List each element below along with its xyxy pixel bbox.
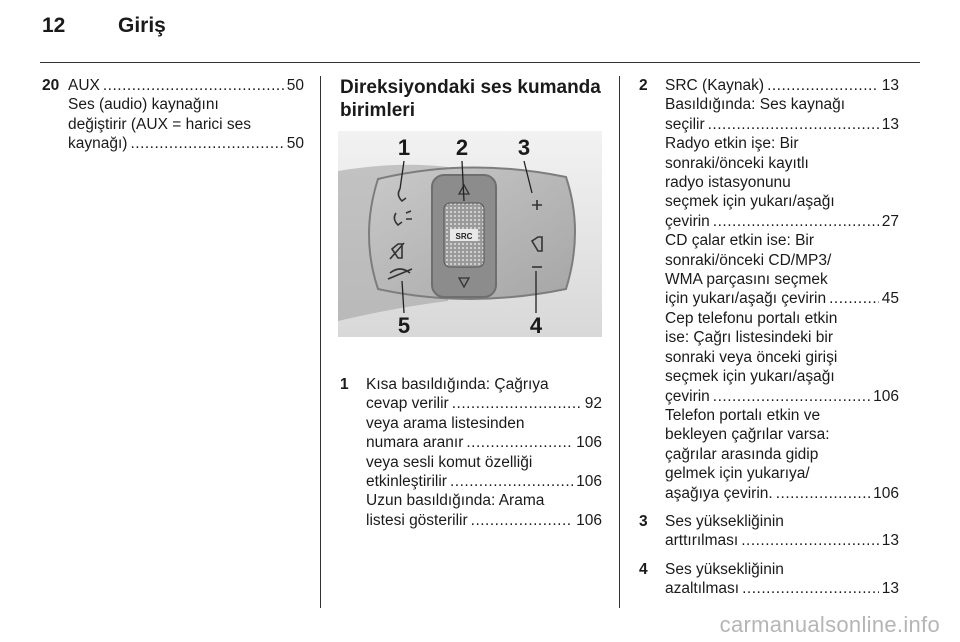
entry-number: 1 bbox=[340, 376, 349, 393]
page-reference: 45 bbox=[881, 290, 899, 308]
entry-text: çevirin bbox=[665, 212, 710, 230]
entry-line bbox=[665, 328, 899, 347]
entry-line bbox=[665, 115, 899, 134]
entry-line bbox=[366, 472, 602, 491]
page-reference: 106 bbox=[873, 387, 899, 405]
entry-text: arttırılması bbox=[665, 532, 739, 550]
middle-entries bbox=[340, 375, 602, 530]
right-column bbox=[639, 76, 899, 599]
entry-text: veya arama listesinden bbox=[366, 414, 525, 432]
page-reference: 106 bbox=[873, 484, 899, 502]
entry-line bbox=[665, 348, 899, 367]
column-divider-2 bbox=[619, 76, 620, 608]
src-label: SRC bbox=[455, 232, 473, 241]
entry-text: çevirin bbox=[665, 387, 710, 405]
entry-line bbox=[665, 154, 899, 173]
callout-5: 5 bbox=[397, 313, 411, 337]
leader-dots bbox=[471, 511, 573, 530]
page-reference: 106 bbox=[576, 473, 602, 491]
page-reference: 13 bbox=[881, 532, 899, 550]
entry-text: kaynağı) bbox=[68, 135, 128, 153]
entry-line bbox=[665, 484, 899, 503]
entry-line bbox=[665, 579, 899, 598]
leader-dots bbox=[452, 394, 582, 413]
entry-line bbox=[665, 445, 899, 464]
entry-line bbox=[665, 560, 899, 579]
entry-text: Uzun basıldığında: Arama bbox=[366, 492, 545, 510]
leader-dots bbox=[829, 289, 879, 308]
entry-text: azaltılması bbox=[665, 580, 740, 598]
leader-dots bbox=[466, 433, 573, 452]
entry-line bbox=[665, 512, 899, 531]
section-title-line1: Direksiyondaki ses kumanda bbox=[340, 77, 601, 98]
entry-line bbox=[665, 425, 899, 444]
entry-text: değiştirir (AUX = harici ses bbox=[68, 115, 252, 133]
entry-text: listesi gösterilir bbox=[366, 511, 468, 529]
leader-dots bbox=[767, 76, 879, 95]
page-title: Giriş bbox=[118, 14, 166, 37]
entry-text: seçilir bbox=[665, 115, 705, 133]
index-entry bbox=[639, 560, 899, 599]
leader-dots bbox=[708, 115, 879, 134]
entry-text: radyo istasyonunu bbox=[665, 174, 791, 192]
index-entry bbox=[42, 76, 304, 154]
page-reference: 106 bbox=[576, 434, 602, 452]
entry-text: Telefon portalı etkin ve bbox=[665, 406, 821, 424]
page-reference: 27 bbox=[881, 212, 899, 230]
entry-line bbox=[665, 134, 899, 153]
entry-number: 4 bbox=[639, 560, 648, 578]
entry-text: cevap verilir bbox=[366, 395, 449, 413]
entry-text: numara aranır bbox=[366, 434, 464, 452]
entry-line bbox=[366, 414, 602, 433]
leader-dots bbox=[776, 484, 870, 503]
entry-text: Ses yüksekliğinin bbox=[665, 512, 784, 530]
page-reference: 92 bbox=[584, 395, 602, 413]
entry-line bbox=[366, 375, 602, 394]
entry-text: Radyo etkin işe: Bir bbox=[665, 135, 799, 153]
entry-line bbox=[68, 134, 304, 153]
entry-text: seçmek için yukarı/aşağı bbox=[665, 193, 835, 211]
entry-text: Ses yüksekliğinin bbox=[665, 560, 784, 578]
callout-2: 2 bbox=[455, 135, 469, 160]
entry-line bbox=[68, 95, 304, 114]
entry-text: sonraki/önceki CD/MP3/ bbox=[665, 251, 832, 269]
entry-text: CD çalar etkin ise: Bir bbox=[665, 232, 815, 250]
entry-line bbox=[665, 289, 899, 308]
entry-line bbox=[68, 76, 304, 95]
entry-line bbox=[665, 367, 899, 386]
entry-text: Basıldığında: Ses kaynağı bbox=[665, 96, 846, 114]
leader-dots bbox=[713, 212, 879, 231]
entry-line bbox=[665, 76, 899, 95]
callout-3: 3 bbox=[517, 135, 531, 160]
entry-line bbox=[665, 309, 899, 328]
entry-line bbox=[665, 173, 899, 192]
entry-text: WMA parçasını seçmek bbox=[665, 271, 828, 289]
callout-4: 4 bbox=[529, 313, 543, 337]
page-reference: 13 bbox=[881, 580, 899, 598]
leader-dots bbox=[450, 472, 573, 491]
entry-line bbox=[665, 212, 899, 231]
entry-line bbox=[665, 464, 899, 483]
entry-text: Kısa basıldığında: Çağrıya bbox=[366, 376, 549, 393]
entry-line bbox=[665, 251, 899, 270]
entry-line bbox=[665, 192, 899, 211]
entry-text: Ses (audio) kaynağını bbox=[68, 96, 219, 114]
index-entry bbox=[639, 76, 899, 503]
entry-text: sonraki/önceki kayıtlı bbox=[665, 154, 809, 172]
leader-dots bbox=[713, 387, 870, 406]
entry-line bbox=[665, 270, 899, 289]
leader-dots bbox=[741, 531, 879, 550]
leader-dots bbox=[742, 579, 879, 598]
entry-text: çağrılar arasında gidip bbox=[665, 445, 819, 463]
index-entry bbox=[639, 512, 899, 551]
entry-text: AUX bbox=[68, 77, 100, 94]
watermark: carmanualsonline.info bbox=[719, 612, 940, 637]
entry-line bbox=[366, 511, 602, 530]
entry-line bbox=[68, 115, 304, 134]
entry-number: 3 bbox=[639, 512, 648, 530]
entry-line bbox=[665, 406, 899, 425]
entry-line bbox=[665, 231, 899, 250]
entry-line bbox=[366, 491, 602, 510]
entry-text: aşağıya çevirin. bbox=[665, 484, 773, 502]
page-reference: 13 bbox=[881, 77, 899, 94]
index-entry bbox=[340, 375, 602, 530]
section-title-line2: birimleri bbox=[340, 100, 415, 121]
leader-dots bbox=[130, 134, 283, 153]
entry-line bbox=[665, 531, 899, 550]
entry-text: veya sesli komut özelliği bbox=[366, 453, 533, 471]
entry-line bbox=[665, 387, 899, 406]
page-reference: 106 bbox=[576, 511, 602, 529]
column-divider-1 bbox=[320, 76, 321, 608]
page-reference: 13 bbox=[881, 115, 899, 133]
leader-dots bbox=[103, 76, 284, 95]
entry-line bbox=[665, 95, 899, 114]
entry-text: seçmek için yukarı/aşağı bbox=[665, 368, 835, 386]
entry-text: sonraki veya önceki girişi bbox=[665, 348, 838, 366]
entry-text: bekleyen çağrılar varsa: bbox=[665, 426, 830, 444]
page-number: 12 bbox=[42, 14, 66, 37]
page-reference: 50 bbox=[286, 135, 304, 153]
steering-wheel-controls-figure bbox=[338, 131, 602, 337]
entry-text: SRC (Kaynak) bbox=[665, 77, 765, 94]
entry-text: için yukarı/aşağı çevirin bbox=[665, 290, 827, 308]
entry-text: ise: Çağrı listesindeki bir bbox=[665, 329, 833, 347]
page-reference: 50 bbox=[286, 77, 304, 94]
entry-line bbox=[366, 453, 602, 472]
entry-number: 20 bbox=[42, 77, 60, 94]
entry-text: Cep telefonu portalı etkin bbox=[665, 309, 838, 327]
entry-line bbox=[366, 394, 602, 413]
header-divider bbox=[40, 62, 920, 63]
entry-number: 2 bbox=[639, 77, 648, 94]
entry-line bbox=[366, 433, 602, 452]
callout-1: 1 bbox=[397, 135, 411, 160]
entry-text: etkinleştirilir bbox=[366, 473, 447, 491]
entry-text: gelmek için yukarıya/ bbox=[665, 465, 810, 483]
left-column bbox=[42, 76, 304, 154]
